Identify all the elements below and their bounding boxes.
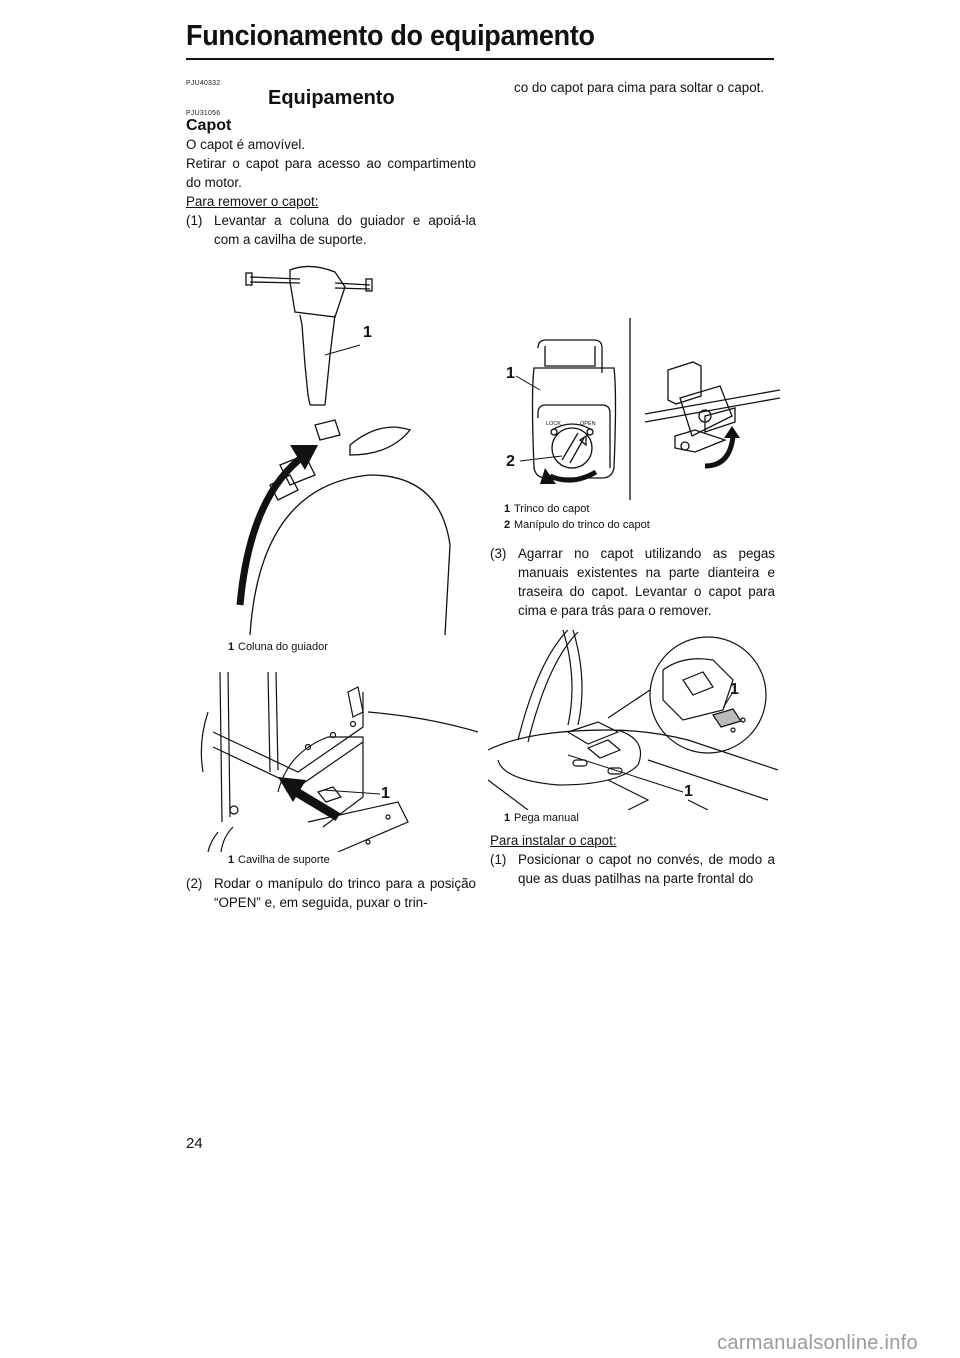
callout-2: 2 <box>506 453 515 470</box>
step-3 <box>490 544 775 620</box>
step-2-continuation: co do capot para cima para soltar o capot. <box>514 80 765 95</box>
hood-latch-illustration <box>500 318 780 500</box>
section-title: Equipamento <box>268 87 395 109</box>
open-label: OPEN <box>580 421 596 427</box>
step-1 <box>186 211 476 249</box>
install-step-1 <box>490 850 775 888</box>
figure-caption <box>504 811 579 826</box>
page-number: 24 <box>186 1135 203 1152</box>
callout-1: 1 <box>381 785 390 802</box>
support-pin-illustration <box>198 672 478 852</box>
figure-caption <box>504 502 589 517</box>
figure-caption <box>228 853 330 868</box>
paragraph: O capot é amovível. <box>186 137 306 152</box>
caption-text: Cavilha de suporte <box>238 854 330 866</box>
steering-column-illustration <box>230 255 480 635</box>
step-number: (1) <box>186 213 203 228</box>
figure-hand-grip <box>488 630 778 810</box>
subsection-title: Capot <box>186 117 232 134</box>
callout-1: 1 <box>730 681 739 698</box>
figure-hood-latch <box>500 318 780 500</box>
caption-text: Manípulo do trinco do capot <box>514 519 650 531</box>
step-text: Rodar o manípulo do trinco para a posição “OPEN” e, em seguida, puxar o trin- <box>214 876 476 910</box>
caption-number: 1 <box>228 641 235 653</box>
caption-text: Coluna do guiador <box>238 641 328 653</box>
caption-number: 1 <box>504 812 511 824</box>
step-number: (1) <box>490 852 507 867</box>
figure-caption <box>504 518 650 533</box>
figure-steering-column <box>230 255 480 635</box>
paragraph: Retirar o capot para acesso ao compartimento do motor. <box>186 156 476 190</box>
step-text: Levantar a coluna do guiador e apoiá-la com a cavilha de suporte. <box>214 213 476 247</box>
figure-support-pin <box>198 672 478 852</box>
watermark: carmanualsonline.info <box>717 1332 918 1354</box>
procedure-heading: Para instalar o capot: <box>490 833 617 848</box>
caption-number: 2 <box>504 519 511 531</box>
step-number: (2) <box>186 876 203 891</box>
callout-1: 1 <box>684 783 693 800</box>
page-title: Funcionamento do equipamento <box>186 20 595 52</box>
figure-caption <box>228 640 328 655</box>
step-text: Agarrar no capot utilizando as pegas manuais existentes na parte dianteira e traseira do capot. Levantar o capot para cima e para trás para o remover. <box>518 546 775 618</box>
callout-1: 1 <box>363 324 372 341</box>
reference-code: PJU31056 <box>186 110 221 117</box>
callout-1: 1 <box>506 365 515 382</box>
caption-text: Pega manual <box>514 812 579 824</box>
step-2 <box>186 874 476 912</box>
reference-code: PJU40332 <box>186 80 221 87</box>
step-text: Posicionar o capot no convés, de modo a que as duas patilhas na parte frontal do <box>518 852 775 886</box>
lock-label: LOCK <box>546 421 561 427</box>
hand-grip-illustration <box>488 630 778 810</box>
procedure-heading: Para remover o capot: <box>186 194 319 209</box>
title-rule <box>186 58 774 60</box>
step-number: (3) <box>490 546 507 561</box>
caption-number: 1 <box>504 503 511 515</box>
caption-number: 1 <box>228 854 235 866</box>
caption-text: Trinco do capot <box>514 503 590 515</box>
